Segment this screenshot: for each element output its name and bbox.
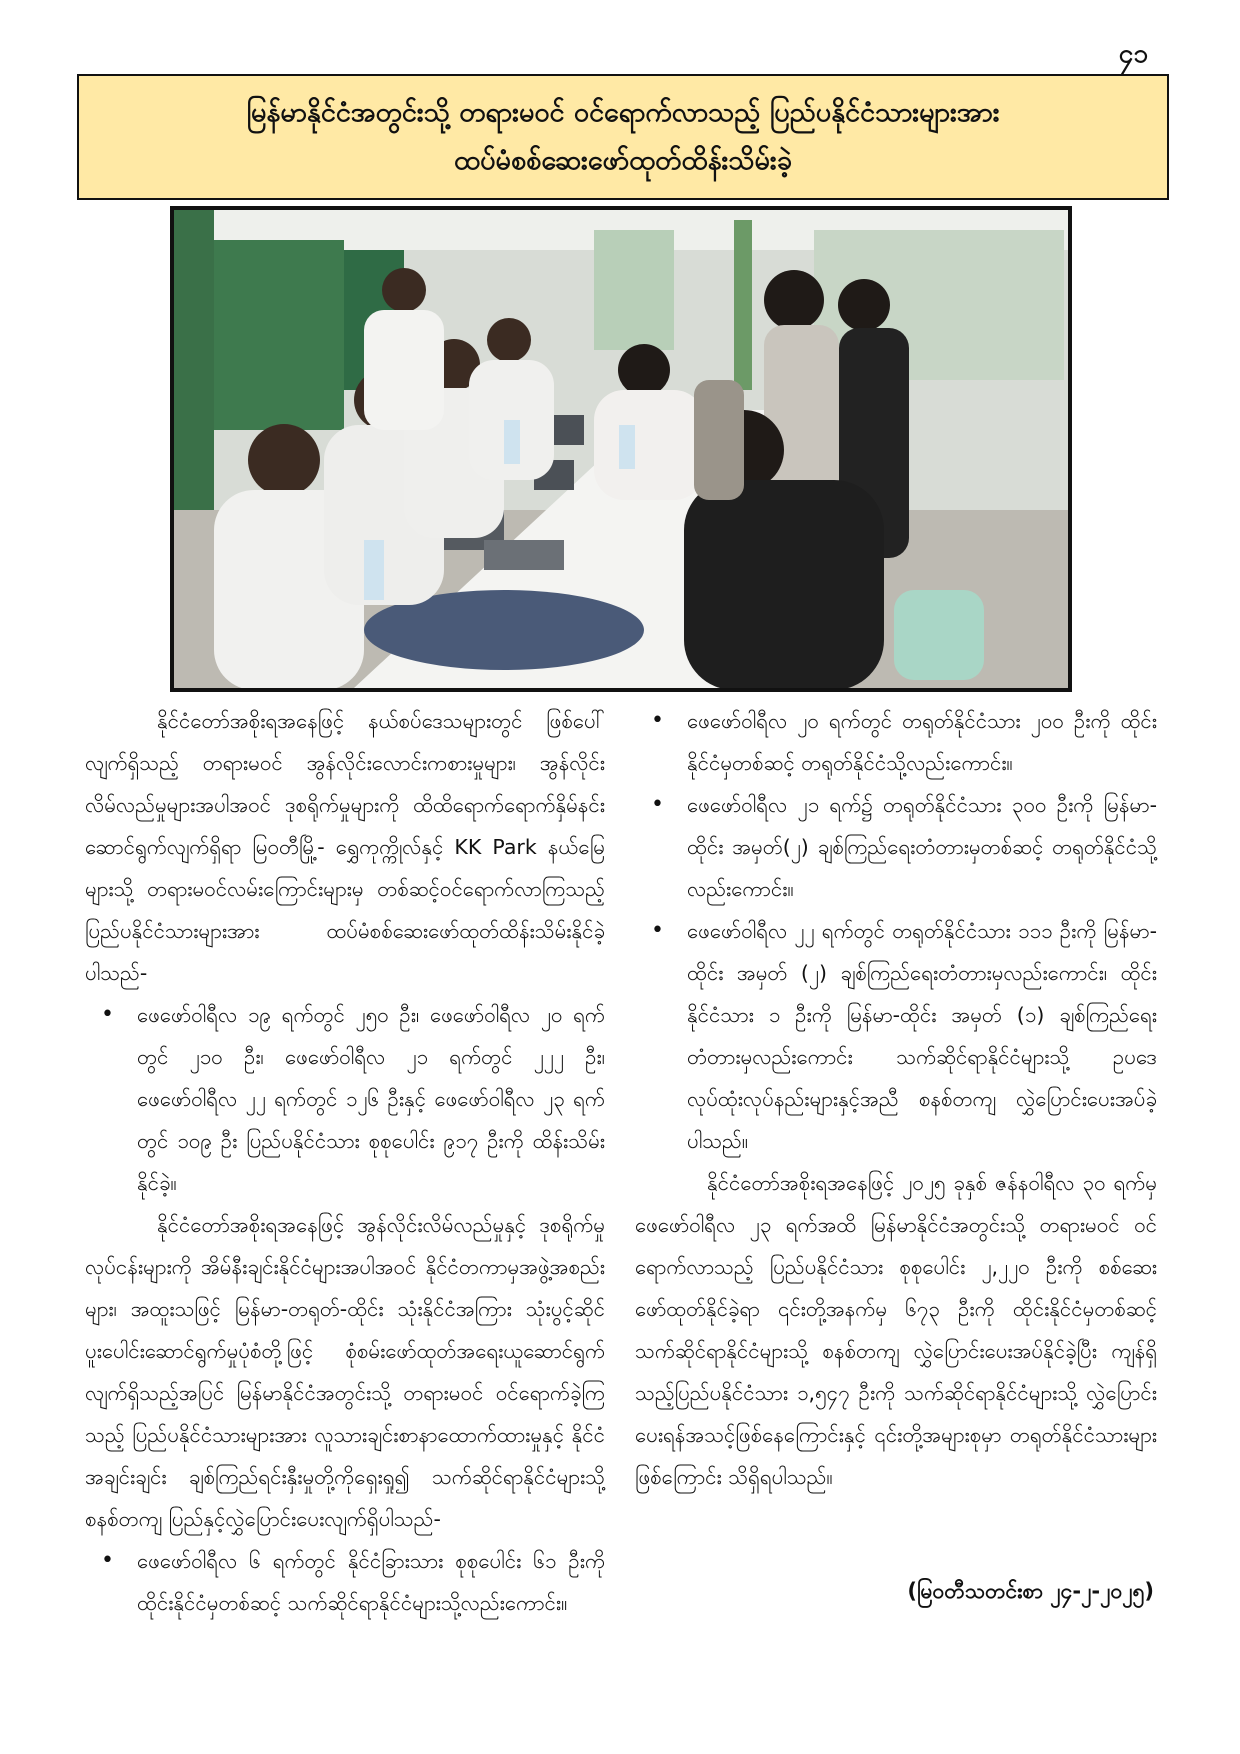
article-title xyxy=(77,74,1169,200)
bullet-icon: • xyxy=(651,708,664,733)
list-item-text: ဖေဖော်ဝါရီလ ၂၀ ရက်တွင် တရုတ်နိုင်ငံသား ၂၀၀ ဦးကို ထိုင်းနိုင်ငံမှတစ်ဆင့် တရုတ်နိုင်ငံသို့လည်းကောင်း။ xyxy=(687,709,1157,775)
list-item xyxy=(101,994,605,1204)
list-item-text: ဖေဖော်ဝါရီလ ၂၂ ရက်တွင် တရုတ်နိုင်ငံသား ၁၁၁ ဦးကို မြန်မာ-ထိုင်း အမှတ် (၂) ချစ်ကြည်ရေးတံတားမှလည်းကောင်း၊ ထိုင်းနိုင်ငံသား ၁ ဦးကို မြန်မာ-ထိုင်း အမှတ် (၁) ချစ်ကြည်ရေးတံတားမှလည်းကောင်း သက်ဆိုင်ရာနိုင်ငံများသို့ ဥပဒေလုပ်ထုံးလုပ်နည်းများနှင့်အညီ စနစ်တကျ လွှဲပြောင်းပေးအပ်ခဲ့ပါသည်။ xyxy=(687,919,1157,1153)
news-photo-illustration xyxy=(174,210,1068,688)
paragraph: နိုင်ငံတော်အစိုးရအနေဖြင့် နယ်စပ်ဒေသများတွင် ဖြစ်ပေါ်လျက်ရှိသည့် တရားမဝင် အွန်လိုင်းလောင်းကစားမှုများ၊ အွန်လိုင်းလိမ်လည်မှုများအပါအဝင် ဒုစရိုက်မှုများကို ထိထိရောက်ရောက်နှိမ်နင်းဆောင်ရွက်လျက်ရှိရာ မြဝတီမြို့- ရွှေကုက္ကိုလ်နှင့် KK Park နယ်မြေများသို့ တရားမဝင်လမ်းကြောင်းများမှ တစ်ဆင့်ဝင်ရောက်လာကြသည့် ပြည်ပနိုင်ငံသားများအား ထပ်မံစစ်ဆေးဖော်ထုတ်ထိန်းသိမ်းနိုင်ခဲ့ပါသည်- xyxy=(85,709,605,985)
list-item xyxy=(651,910,1157,1162)
bullet-list xyxy=(635,700,1157,1162)
news-photo xyxy=(170,206,1072,692)
bullet-icon: • xyxy=(651,918,664,943)
list-item-text: ဖေဖော်ဝါရီလ ၆ ရက်တွင် နိုင်ငံခြားသား စုစုပေါင်း ၆၁ ဦးကို ထိုင်းနိုင်ငံမှတစ်ဆင့် သက်ဆိုင်ရာနိုင်ငံများသို့လည်းကောင်း။ xyxy=(137,1549,605,1615)
right-column xyxy=(635,700,1157,1498)
paragraph: နိုင်ငံတော်အစိုးရအနေဖြင့် အွန်လိုင်းလိမ်လည်မှုနှင့် ဒုစရိုက်မှုလုပ်ငန်းများကို အိမ်နီးချင်းနိုင်ငံများအပါအဝင် နိုင်ငံတကာမှအဖွဲ့အစည်းများ၊ အထူးသဖြင့် မြန်မာ-တရုတ်-ထိုင်း သုံးနိုင်ငံအကြား သုံးပွင့်ဆိုင်ပူးပေါင်းဆောင်ရွက်မှုပုံစံတို့ဖြင့် စုံစမ်းဖော်ထုတ်အရေးယူဆောင်ရွက်လျက်ရှိသည့်အပြင် မြန်မာနိုင်ငံအတွင်းသို့ တရားမဝင် ဝင်ရောက်ခဲ့ကြသည့် ပြည်ပနိုင်ငံသားများအား လူသားချင်းစာနာထောက်ထားမှုနှင့် နိုင်ငံအချင်းချင်း ချစ်ကြည်ရင်းနှီးမှုတို့ကိုရှေးရှု၍ သက်ဆိုင်ရာနိုင်ငံများသို့ စနစ်တကျ ပြည်နှင့်လွှဲပြောင်းပေးလျက်ရှိပါသည်- xyxy=(85,1213,605,1531)
paragraph: နိုင်ငံတော်အစိုးရအနေဖြင့် ၂၀၂၅ ခုနှစ် ဇန်နဝါရီလ ၃၀ ရက်မှ ဖေဖော်ဝါရီလ ၂၃ ရက်အထိ မြန်မာနိုင်ငံအတွင်းသို့ တရားမဝင် ဝင်ရောက်လာသည့် ပြည်ပနိုင်ငံသား စုစုပေါင်း ၂,၂၂၀ ဦးကို စစ်ဆေးဖော်ထုတ်နိုင်ခဲ့ရာ ၎င်းတို့အနက်မှ ၆၇၃ ဦးကို ထိုင်းနိုင်ငံမှတစ်ဆင့် သက်ဆိုင်ရာနိုင်ငံများသို့ စနစ်တကျ လွှဲပြောင်းပေးအပ်နိုင်ခဲ့ပြီး ကျန်ရှိသည့်ပြည်ပနိုင်ငံသား ၁,၅၄၇ ဦးကို သက်ဆိုင်ရာနိုင်ငံများသို့ လွှဲပြောင်းပေးရန်အသင့်ဖြစ်နေကြောင်းနှင့် ၎င်းတို့အများစုမှာ တရုတ်နိုင်ငံသားများဖြစ်ကြောင်း သိရှိရပါသည်။ xyxy=(635,1171,1157,1489)
bullet-list xyxy=(85,994,605,1204)
left-column xyxy=(85,700,605,1624)
list-item xyxy=(651,784,1157,910)
bullet-icon: • xyxy=(101,1548,114,1573)
bullet-list xyxy=(85,1540,605,1624)
bullet-icon: • xyxy=(651,792,664,817)
page-number: ၄၁ xyxy=(1118,39,1148,69)
list-item-text: ဖေဖော်ဝါရီလ ၁၉ ရက်တွင် ၂၅၀ ဦး၊ ဖေဖော်ဝါရီလ ၂၀ ရက်တွင် ၂၁၀ ဦး၊ ဖေဖော်ဝါရီလ ၂၁ ရက်တွင် ၂၂၂ ဦး၊ ဖေဖော်ဝါရီလ ၂၂ ရက်တွင် ၁၂၆ ဦးနှင့် ဖေဖော်ဝါရီလ ၂၃ ရက်တွင် ၁၀၉ ဦး ပြည်ပနိုင်ငံသား စုစုပေါင်း ၉၁၇ ဦးကို ထိန်းသိမ်းနိုင်ခဲ့။ xyxy=(137,1003,605,1195)
title-line-1: မြန်မာနိုင်ငံအတွင်းသို့ တရားမဝင် ဝင်ရောက်လာသည့် ပြည်ပနိုင်ငံသားများအား xyxy=(246,97,1000,128)
list-item xyxy=(651,700,1157,784)
list-item-text: ဖေဖော်ဝါရီလ ၂၁ ရက်၌ တရုတ်နိုင်ငံသား ၃၀၀ ဦးကို မြန်မာ-ထိုင်း အမှတ်(၂) ချစ်ကြည်ရေးတံတားမှတစ်ဆင့် တရုတ်နိုင်ငံသို့လည်းကောင်း။ xyxy=(687,793,1157,901)
bullet-icon: • xyxy=(101,1002,114,1027)
source-citation: (မြဝတီသတင်းစာ ၂၄-၂-၂၀၂၅) xyxy=(907,1579,1154,1603)
list-item xyxy=(101,1540,605,1624)
title-line-2: ထပ်မံစစ်ဆေးဖော်ထုတ်ထိန်းသိမ်းခဲ့ xyxy=(454,145,792,176)
